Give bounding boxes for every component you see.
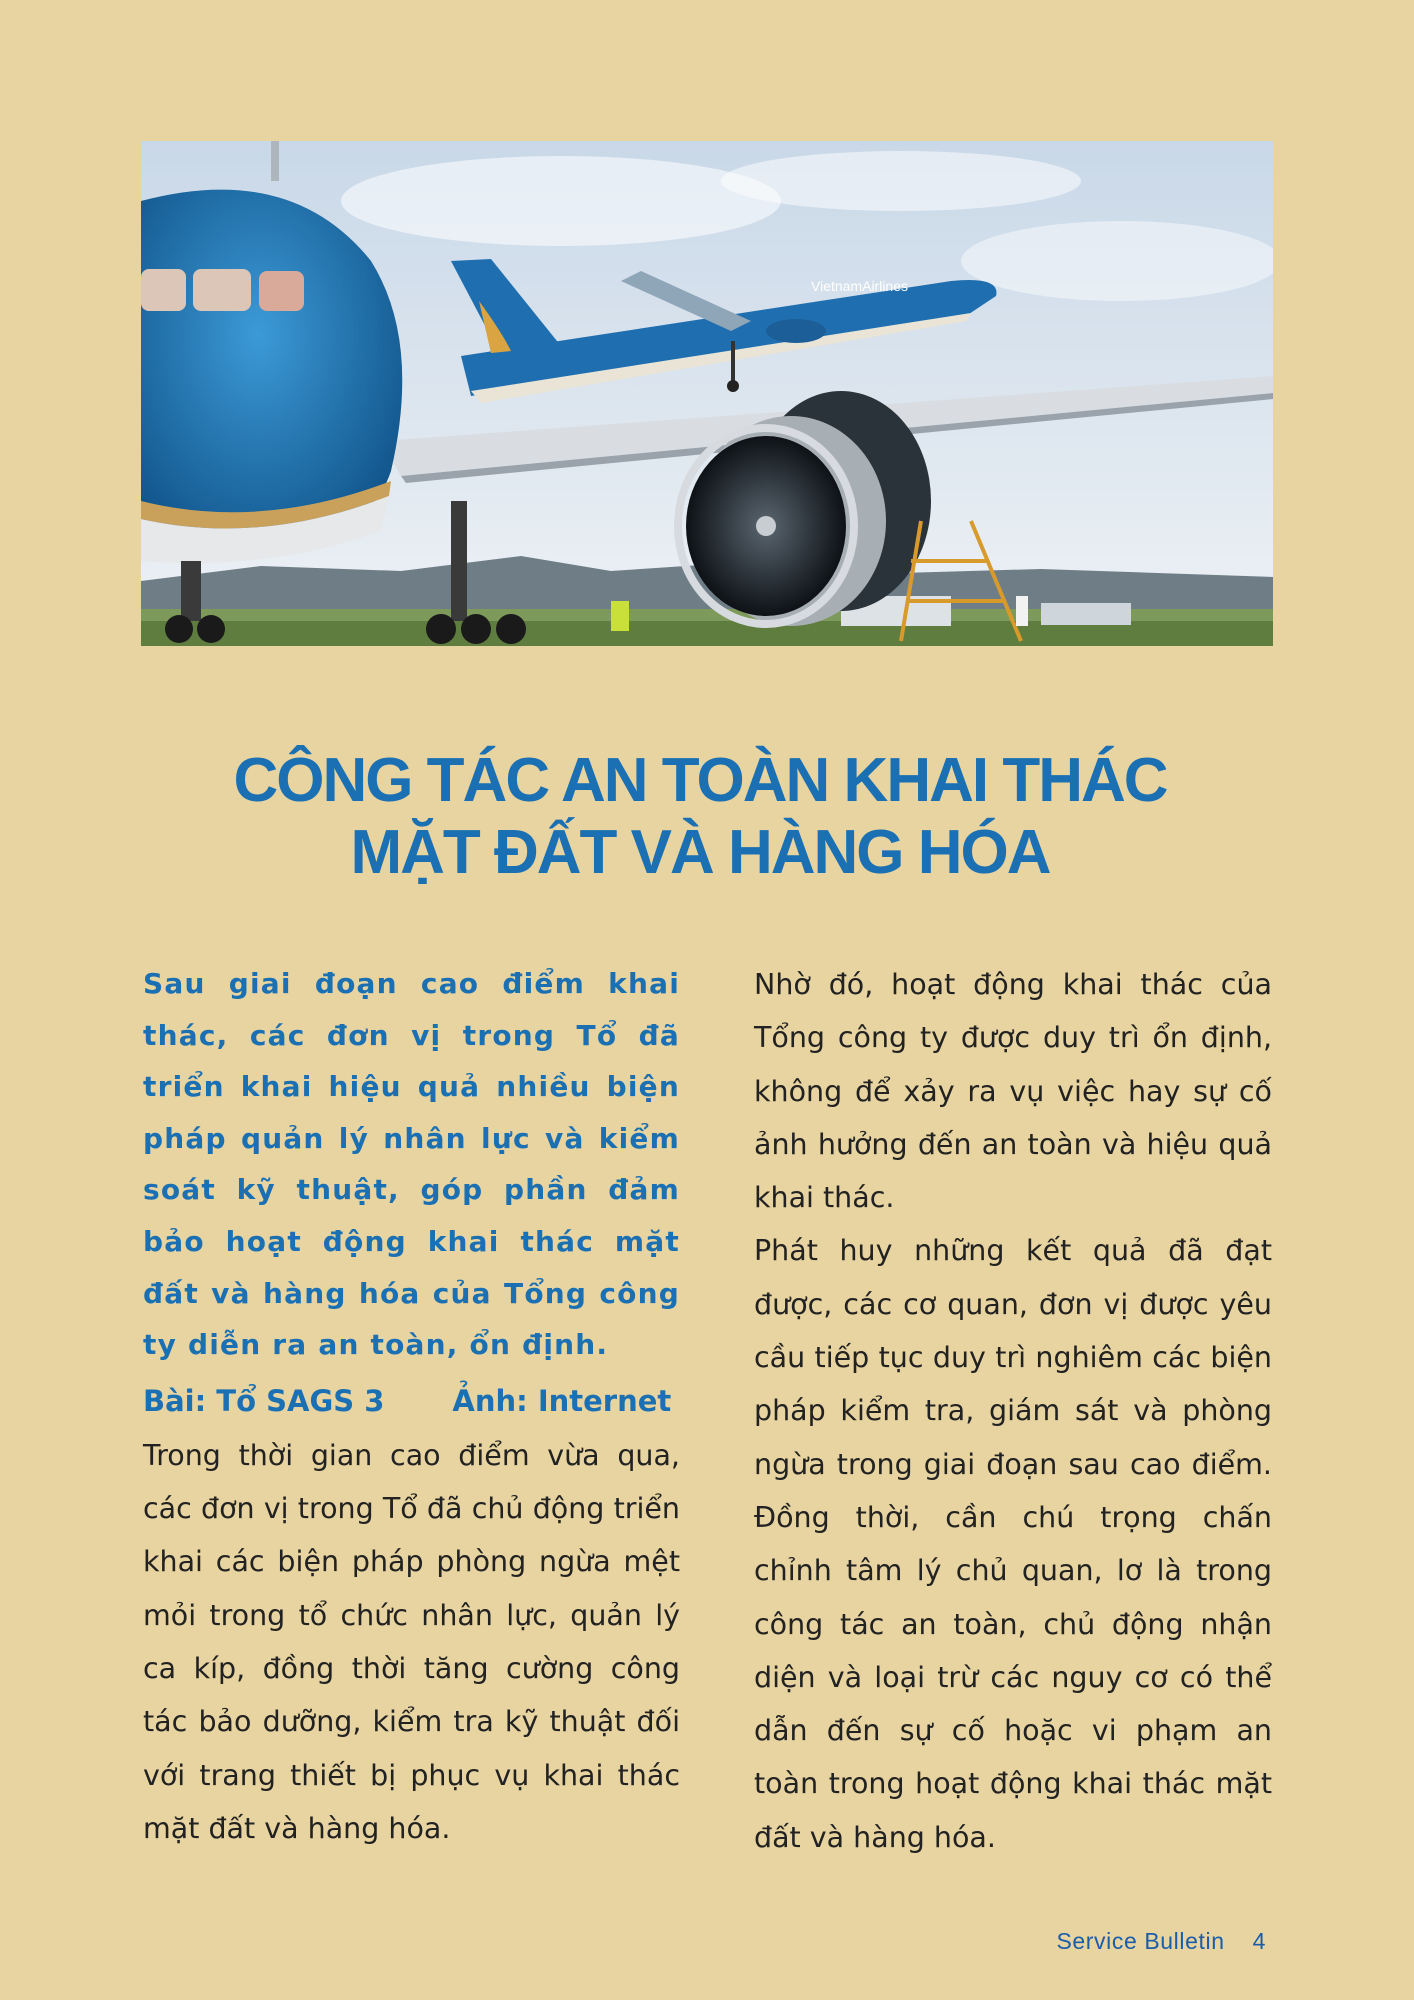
left-column: [143, 958, 680, 1855]
article-title: [100, 745, 1300, 889]
page-number: 4: [1252, 1928, 1266, 1954]
byline-author: Bài: Tổ SAGS 3: [143, 1383, 385, 1418]
publication-name: Service Bulletin: [1056, 1928, 1225, 1954]
body-paragraph-1: Trong thời gian cao điểm vừa qua, các đơn vị trong Tổ đã chủ động triển khai các biện pháp phòng ngừa mệt mỏi trong tổ chức nhân lực, quản lý ca kíp, đồng thời tăng cường công tác bảo dưỡng, kiểm tra kỹ thuật đối với trang thiết bị phục vụ khai thác mặt đất và hàng hóa.: [143, 1438, 680, 1845]
right-column: [754, 958, 1272, 1864]
fuselage-text: VietnamAirlines: [811, 278, 909, 294]
header-photo: [141, 141, 1273, 646]
body-paragraph-3: Phát huy những kết quả đã đạt được, các cơ quan, đơn vị được yêu cầu tiếp tục duy trì nghiêm các biện pháp kiểm tra, giám sát và phòng ngừa trong giai đoạn sau cao điểm. Đồng thời, cần chú trọng chấn chỉnh tâm lý chủ quan, lơ là trong công tác an toàn, chủ động nhận diện và loại trừ các nguy cơ có thể dẫn đến sự cố hoặc vi phạm an toàn trong hoạt động khai thác mặt đất và hàng hóa.: [754, 1234, 1272, 1854]
title-line-2: MẶT ĐẤT VÀ HÀNG HÓA: [350, 818, 1050, 887]
body-paragraph-2: Nhờ đó, hoạt động khai thác của Tổng công ty được duy trì ổn định, không để xảy ra vụ việc hay sự cố ảnh hưởng đến an toàn và hiệu quả khai thác.: [754, 968, 1272, 1215]
aircraft-photo-illustration: [141, 141, 1273, 646]
page-footer: [1056, 1928, 1266, 1955]
byline-photo-credit: Ảnh: Internet: [452, 1383, 672, 1418]
lede-paragraph: Sau giai đoạn cao điểm khai thác, các đơn vị trong Tổ đã triển khai hiệu quả nhiều biện pháp quản lý nhân lực và kiểm soát kỹ thuật, góp phần đảm bảo hoạt động khai thác mặt đất và hàng hóa của Tổng công ty diễn ra an toàn, ổn định.: [143, 967, 680, 1362]
byline: [143, 1381, 680, 1421]
title-line-1: CÔNG TÁC AN TOÀN KHAI THÁC: [233, 746, 1167, 815]
